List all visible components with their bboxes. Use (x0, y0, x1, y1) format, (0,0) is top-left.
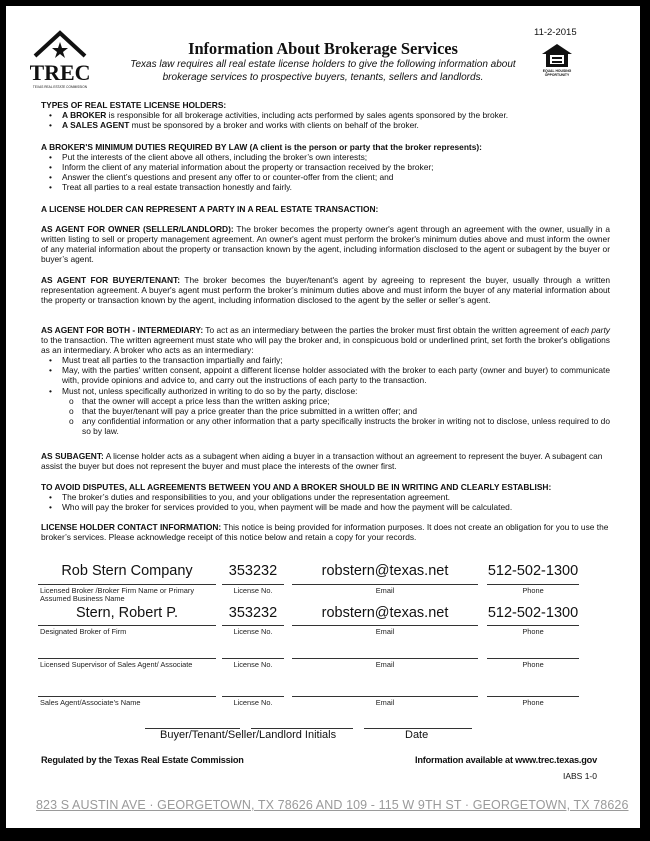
svg-text:EQUAL HOUSING: EQUAL HOUSING (542, 69, 572, 73)
field-underline (487, 625, 579, 626)
owner-agent-text: The broker becomes the property owner's agent through an agreement with the owner, usually in a written listing to sell or property management agreement. An owner's agent must perform the broker's minimum duties above and must inform the owner of any material information about the property or transaction known by the agent, including information disclosed to the agent or subagent by the buyer or buyer’s agent. (41, 224, 610, 265)
field-underline (222, 696, 284, 697)
section-contact (41, 522, 610, 542)
page-title: Information About Brokerage Services (188, 39, 458, 58)
intermediary-text-a: To act as an intermediary between the parties the broker must first obtain the written agreement of (203, 325, 571, 335)
designated-broker-name-field[interactable]: Stern, Robert P. (75, 605, 179, 621)
section-disputes (41, 482, 610, 512)
sales-agent-desc: must be sponsored by a broker and works with clients on behalf of the broker. (129, 120, 419, 131)
intermediary-lead: AS AGENT FOR BOTH - INTERMEDIARY: (41, 325, 204, 335)
initials-label: Buyer/Tenant/Seller/Landlord Initials (160, 729, 337, 741)
section-subagent (41, 451, 610, 471)
section-types (41, 100, 611, 130)
equal-housing-icon (540, 42, 574, 78)
subtitle-line-2: brokerage services to prospective buyers, tenants, sellers and landlords. (162, 72, 484, 83)
subagent-text: A license holder acts as a subagent when aiding a buyer in a transaction without an agreement to represent the buyer. A subagent can assist the buyer but does not represent the buyer and must place the interests of the owner first. (41, 451, 603, 472)
designated-email-field[interactable]: robstern@texas.net (321, 605, 449, 621)
form-id: IABS 1-0 (562, 771, 597, 781)
section-duties (41, 142, 611, 192)
subagent-lead: AS SUBAGENT: (41, 451, 104, 461)
field-underline (487, 584, 579, 585)
office-address: 823 S AUSTIN AVE · GEORGETOWN, TX 78626 AND 109 - 115 W 9TH ST · GEORGETOWN, TX 78626 (36, 798, 629, 812)
sub-list-item: o that the buyer/tenant will pay a price greater than the price submitted in a written offer; and (41, 406, 610, 416)
field-underline (292, 584, 478, 585)
field-underline (292, 658, 478, 659)
phone-label: Phone (522, 627, 544, 636)
list-item: • Must not, unless specifically authorized in writing to do so by the party, disclose: (41, 386, 610, 396)
designated-broker-label: Designated Broker of Firm (40, 627, 127, 636)
license-label: License No. (233, 627, 273, 636)
email-label: Email (375, 586, 395, 595)
represent-heading: A LICENSE HOLDER CAN REPRESENT A PARTY IN A REAL ESTATE TRANSACTION: (41, 204, 379, 214)
field-underline (222, 625, 284, 626)
broker-firm-name-field[interactable]: Rob Stern Company (61, 563, 193, 579)
regulated-by-text: Regulated by the Texas Real Estate Commission (41, 755, 244, 765)
trec-logo-icon (30, 28, 90, 92)
svg-text:TREC: TREC (30, 60, 90, 85)
email-label: Email (375, 660, 395, 669)
list-item: • Put the interests of the client above all others, including the broker’s own interests; (41, 152, 611, 162)
field-underline (222, 658, 284, 659)
broker-term: A BROKER (62, 110, 107, 121)
info-website-text: Information available at www.trec.texas.gov (414, 755, 597, 765)
owner-agent-lead: AS AGENT FOR OWNER (SELLER/LANDLORD): (41, 224, 234, 234)
revision-date: 11-2-2015 (534, 27, 577, 38)
intermediary-italic: each party (570, 325, 610, 335)
field-underline (222, 584, 284, 585)
supervisor-label: Licensed Supervisor of Sales Agent/ Associate (40, 660, 193, 669)
sales-agent-label: Sales Agent/Associate’s Name (40, 698, 141, 707)
intermediary-text-b: to the transaction. The written agreement must state who will pay the broker and, in conspicuous bold or underlined print, set forth the broker's obligations as an intermediary. A broker who acts as an intermediary: (41, 335, 610, 356)
phone-label: Phone (522, 698, 544, 707)
license-label: License No. (233, 586, 273, 595)
field-underline (38, 625, 216, 626)
field-underline (292, 625, 478, 626)
duties-heading: A BROKER'S MINIMUM DUTIES REQUIRED BY LAW (A client is the person or party that the broker represents): (41, 142, 482, 152)
contact-lead: LICENSE HOLDER CONTACT INFORMATION: (41, 522, 222, 532)
list-item: • Answer the client’s questions and present any offer to or counter-offer from the client; and (41, 172, 611, 182)
field-underline (292, 696, 478, 697)
svg-text:TEXAS REAL ESTATE COMMISSION: TEXAS REAL ESTATE COMMISSION (32, 85, 88, 89)
designated-phone-field[interactable]: 512-502-1300 (487, 605, 579, 621)
buyer-agent-text: The broker becomes the buyer/tenant's agent by agreeing to represent the buyer, usually through a written representation agreement. A buyer's agent must perform the broker’s minimum duties above and must inform the buyer of any material information about the property or transaction known by the agent, including information disclosed to the agent by the seller or seller’s agent. (41, 275, 610, 306)
list-item: • May, with the parties' written consent, appoint a different license holder associated with the broker to each party (owner and buyer) to communicate with, provide opinions and advice to, and carry out the instructions of each party to the transaction. (41, 365, 610, 385)
equal-housing-logo (540, 42, 574, 78)
section-buyer-agent (41, 275, 610, 305)
broker-firm-name-label: Licensed Broker /Broker Firm Name or Primary Assumed Business Name (40, 586, 195, 603)
email-label: Email (375, 627, 395, 636)
date-label: Date (405, 729, 429, 741)
broker-email-field[interactable]: robstern@texas.net (321, 563, 449, 579)
license-label: License No. (233, 660, 273, 669)
subtitle-line-1: Texas law requires all real estate license holders to give the following information about (130, 59, 516, 70)
list-item: • Must treat all parties to the transaction impartially and fairly; (41, 355, 610, 365)
broker-phone-field[interactable]: 512-502-1300 (487, 563, 579, 579)
field-underline (487, 696, 579, 697)
field-underline (38, 584, 216, 585)
list-item: • Treat all parties to a real estate transaction honestly and fairly. (41, 182, 611, 192)
list-item: • The broker’s duties and responsibilities to you, and your obligations under the representation agreement. (41, 492, 610, 502)
section-owner-agent (41, 224, 610, 264)
svg-text:OPPORTUNITY: OPPORTUNITY (544, 73, 570, 77)
list-item: • Inform the client of any material information about the property or transaction received by the broker; (41, 162, 611, 172)
section-intermediary (41, 325, 610, 436)
email-label: Email (375, 698, 395, 707)
field-underline (487, 658, 579, 659)
designated-license-field[interactable]: 353232 (228, 605, 278, 621)
contact-text: This notice is being provided for information purposes. It does not create an obligation for you to use the broker’s services. Please acknowledge receipt of this notice below and retain a copy for your records. (41, 522, 609, 543)
sub-list-item: o that the owner will accept a price less than the written asking price; (41, 396, 610, 406)
buyer-agent-lead: AS AGENT FOR BUYER/TENANT: (41, 275, 181, 285)
broker-license-field[interactable]: 353232 (228, 563, 278, 579)
field-underline (38, 658, 216, 659)
page-subtitle (110, 58, 536, 84)
trec-logo (30, 28, 90, 92)
list-item: • Who will pay the broker for services provided to you, when payment will be made and how the payment will be calculated. (41, 502, 610, 512)
phone-label: Phone (522, 660, 544, 669)
sales-agent-term: A SALES AGENT (62, 120, 130, 131)
disputes-heading: TO AVOID DISPUTES, ALL AGREEMENTS BETWEEN YOU AND A BROKER SHOULD BE IN WRITING AND CLEARLY ESTABLISH: (41, 482, 552, 492)
field-underline (38, 696, 216, 697)
list-item (41, 120, 611, 130)
license-label: License No. (233, 698, 273, 707)
list-item (41, 110, 611, 120)
types-heading: TYPES OF REAL ESTATE LICENSE HOLDERS: (41, 100, 227, 110)
phone-label: Phone (522, 586, 544, 595)
sub-list-item: o any confidential information or any other information that a party specifically instructs the broker in writing not to disclose, unless required to do so by law. (41, 416, 610, 436)
broker-desc: is responsible for all brokerage activities, including acts performed by sales agents sponsored by the broker. (106, 110, 509, 121)
